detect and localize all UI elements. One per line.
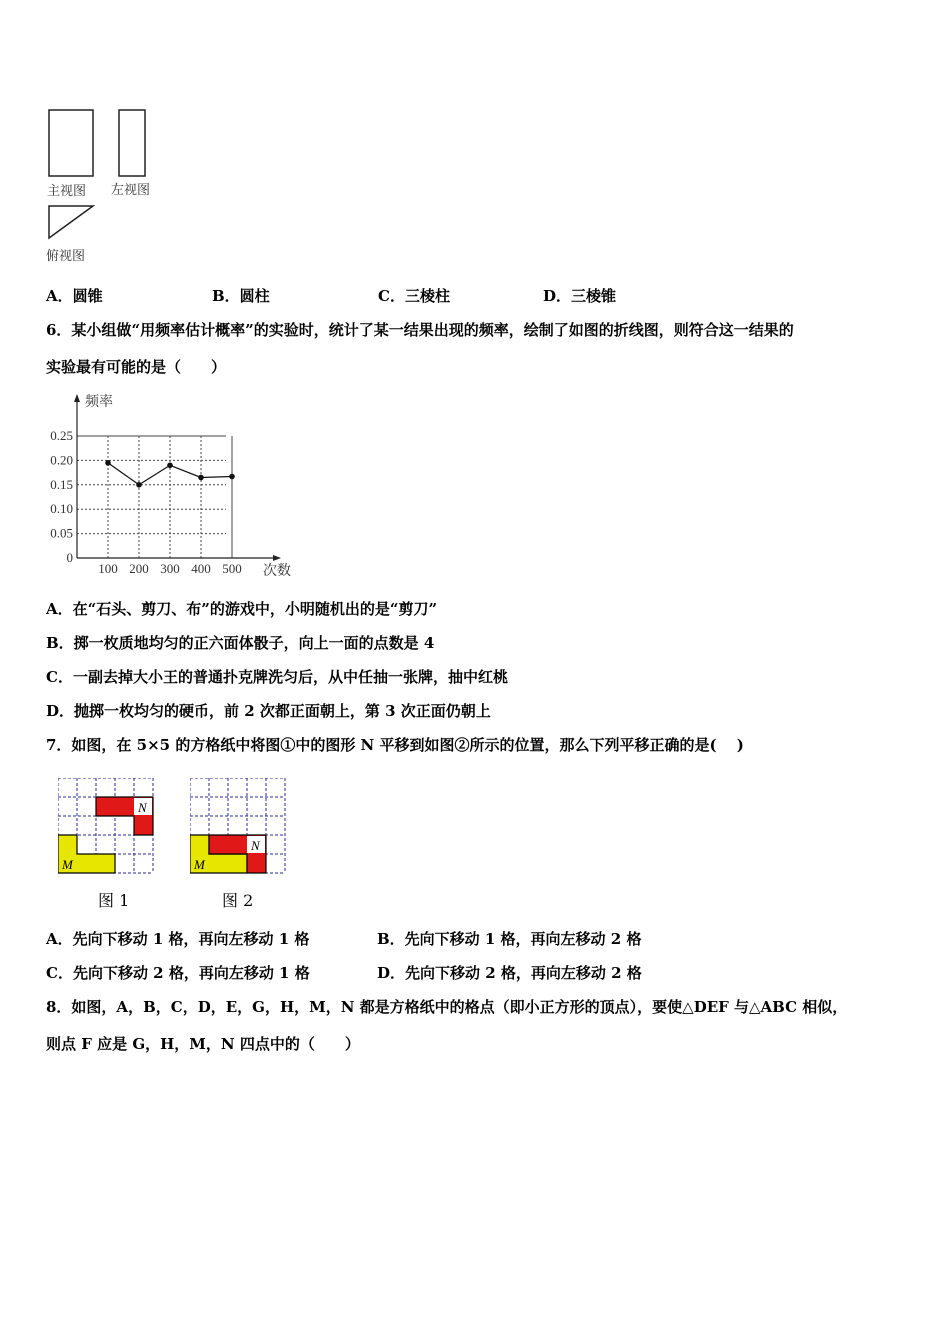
frequency-line-chart	[40, 388, 300, 583]
data-point	[198, 475, 204, 481]
y-tick-label: 0.10	[50, 501, 73, 517]
q6-stem-line2: 实验最有可能的是（ ）	[46, 358, 227, 376]
top-view-label: 俯视图	[46, 249, 86, 264]
x-tick-label: 400	[191, 561, 211, 576]
label-m: M	[62, 857, 73, 872]
q6-option-b: B．掷一枚质地均匀的正六面体骰子，向上一面的点数是 4	[46, 634, 435, 652]
y-axis-label: 频率	[85, 395, 113, 410]
label-m: M	[194, 857, 205, 872]
y-tick-label: 0.15	[50, 476, 73, 492]
data-point	[136, 482, 142, 488]
data-point	[167, 462, 173, 468]
q7-stem: 7．如图，在 5×5 的方格纸中将图①中的图形 N 平移到如图②所示的位置，那么下列平移正确的是( )	[46, 736, 744, 754]
chart-ticks	[50, 394, 291, 579]
q8-stem-line2: 则点 F 应是 G，H，M，N 四点中的（ ）	[46, 1035, 360, 1053]
q7-option-c: C．先向下移动 2 格，再向左移动 1 格	[46, 964, 310, 982]
data-point	[229, 474, 235, 480]
front-view-label: 主视图	[47, 184, 87, 199]
y-tick-label: 0.20	[50, 452, 73, 468]
x-tick-label: 300	[160, 561, 180, 576]
front-view-rect	[49, 110, 93, 176]
chart-grid	[77, 436, 232, 558]
q5-option-c: C．三棱柱	[378, 287, 450, 305]
q7-option-a: A．先向下移动 1 格，再向左移动 1 格	[46, 930, 310, 948]
x-axis-label: 次数	[263, 564, 291, 579]
x-tick-label: 200	[129, 561, 149, 576]
label-n: N	[251, 838, 260, 853]
q5-option-a: A．圆锥	[46, 287, 103, 305]
side-view-label: 左视图	[111, 183, 151, 198]
y-axis-arrow	[74, 394, 80, 402]
y-tick-label: 0.05	[50, 525, 73, 541]
y-tick-label: 0	[66, 550, 73, 565]
q5-option-b: B．圆柱	[212, 287, 270, 305]
q7-figure-1	[58, 778, 158, 883]
q6-option-d: D．抛掷一枚均匀的硬币，前 2 次都正面朝上，第 3 次正面仍朝上	[46, 702, 491, 720]
q6-option-c: C．一副去掉大小王的普通扑克牌洗匀后，从中任抽一张牌，抽中红桃	[46, 668, 508, 686]
label-n: N	[138, 800, 147, 815]
y-tick-label: 0.25	[50, 428, 73, 443]
x-tick-label: 100	[98, 561, 118, 576]
q6-stem-line1: 6．某小组做“用频率估计概率”的实验时，统计了某一结果出现的频率，绘制了如图的折线图，则符合这一结果的	[46, 321, 794, 339]
x-tick-label: 500	[222, 561, 242, 576]
q5-option-d: D．三棱锥	[543, 287, 617, 305]
chart-axes	[74, 394, 281, 561]
q8-stem-line1: 8．如图，A，B，C，D，E，G，H，M，N 都是方格纸中的格点（即小正方形的顶点），要使△DEF 与△ABC 相似，	[46, 998, 848, 1016]
q7-option-b: B．先向下移动 1 格，再向左移动 2 格	[377, 930, 642, 948]
q6-option-a: A．在“石头、剪刀、布”的游戏中，小明随机出的是“剪刀”	[46, 600, 438, 618]
q7-figure-2	[190, 778, 290, 883]
fig2-caption: 图 2	[222, 891, 254, 910]
x-axis-arrow	[273, 555, 281, 561]
side-view-rect	[119, 110, 145, 176]
top-view-triangle	[49, 206, 93, 238]
fig1-caption: 图 1	[98, 891, 130, 910]
q7-option-d: D．先向下移动 2 格，再向左移动 2 格	[377, 964, 642, 982]
data-point	[105, 460, 111, 466]
